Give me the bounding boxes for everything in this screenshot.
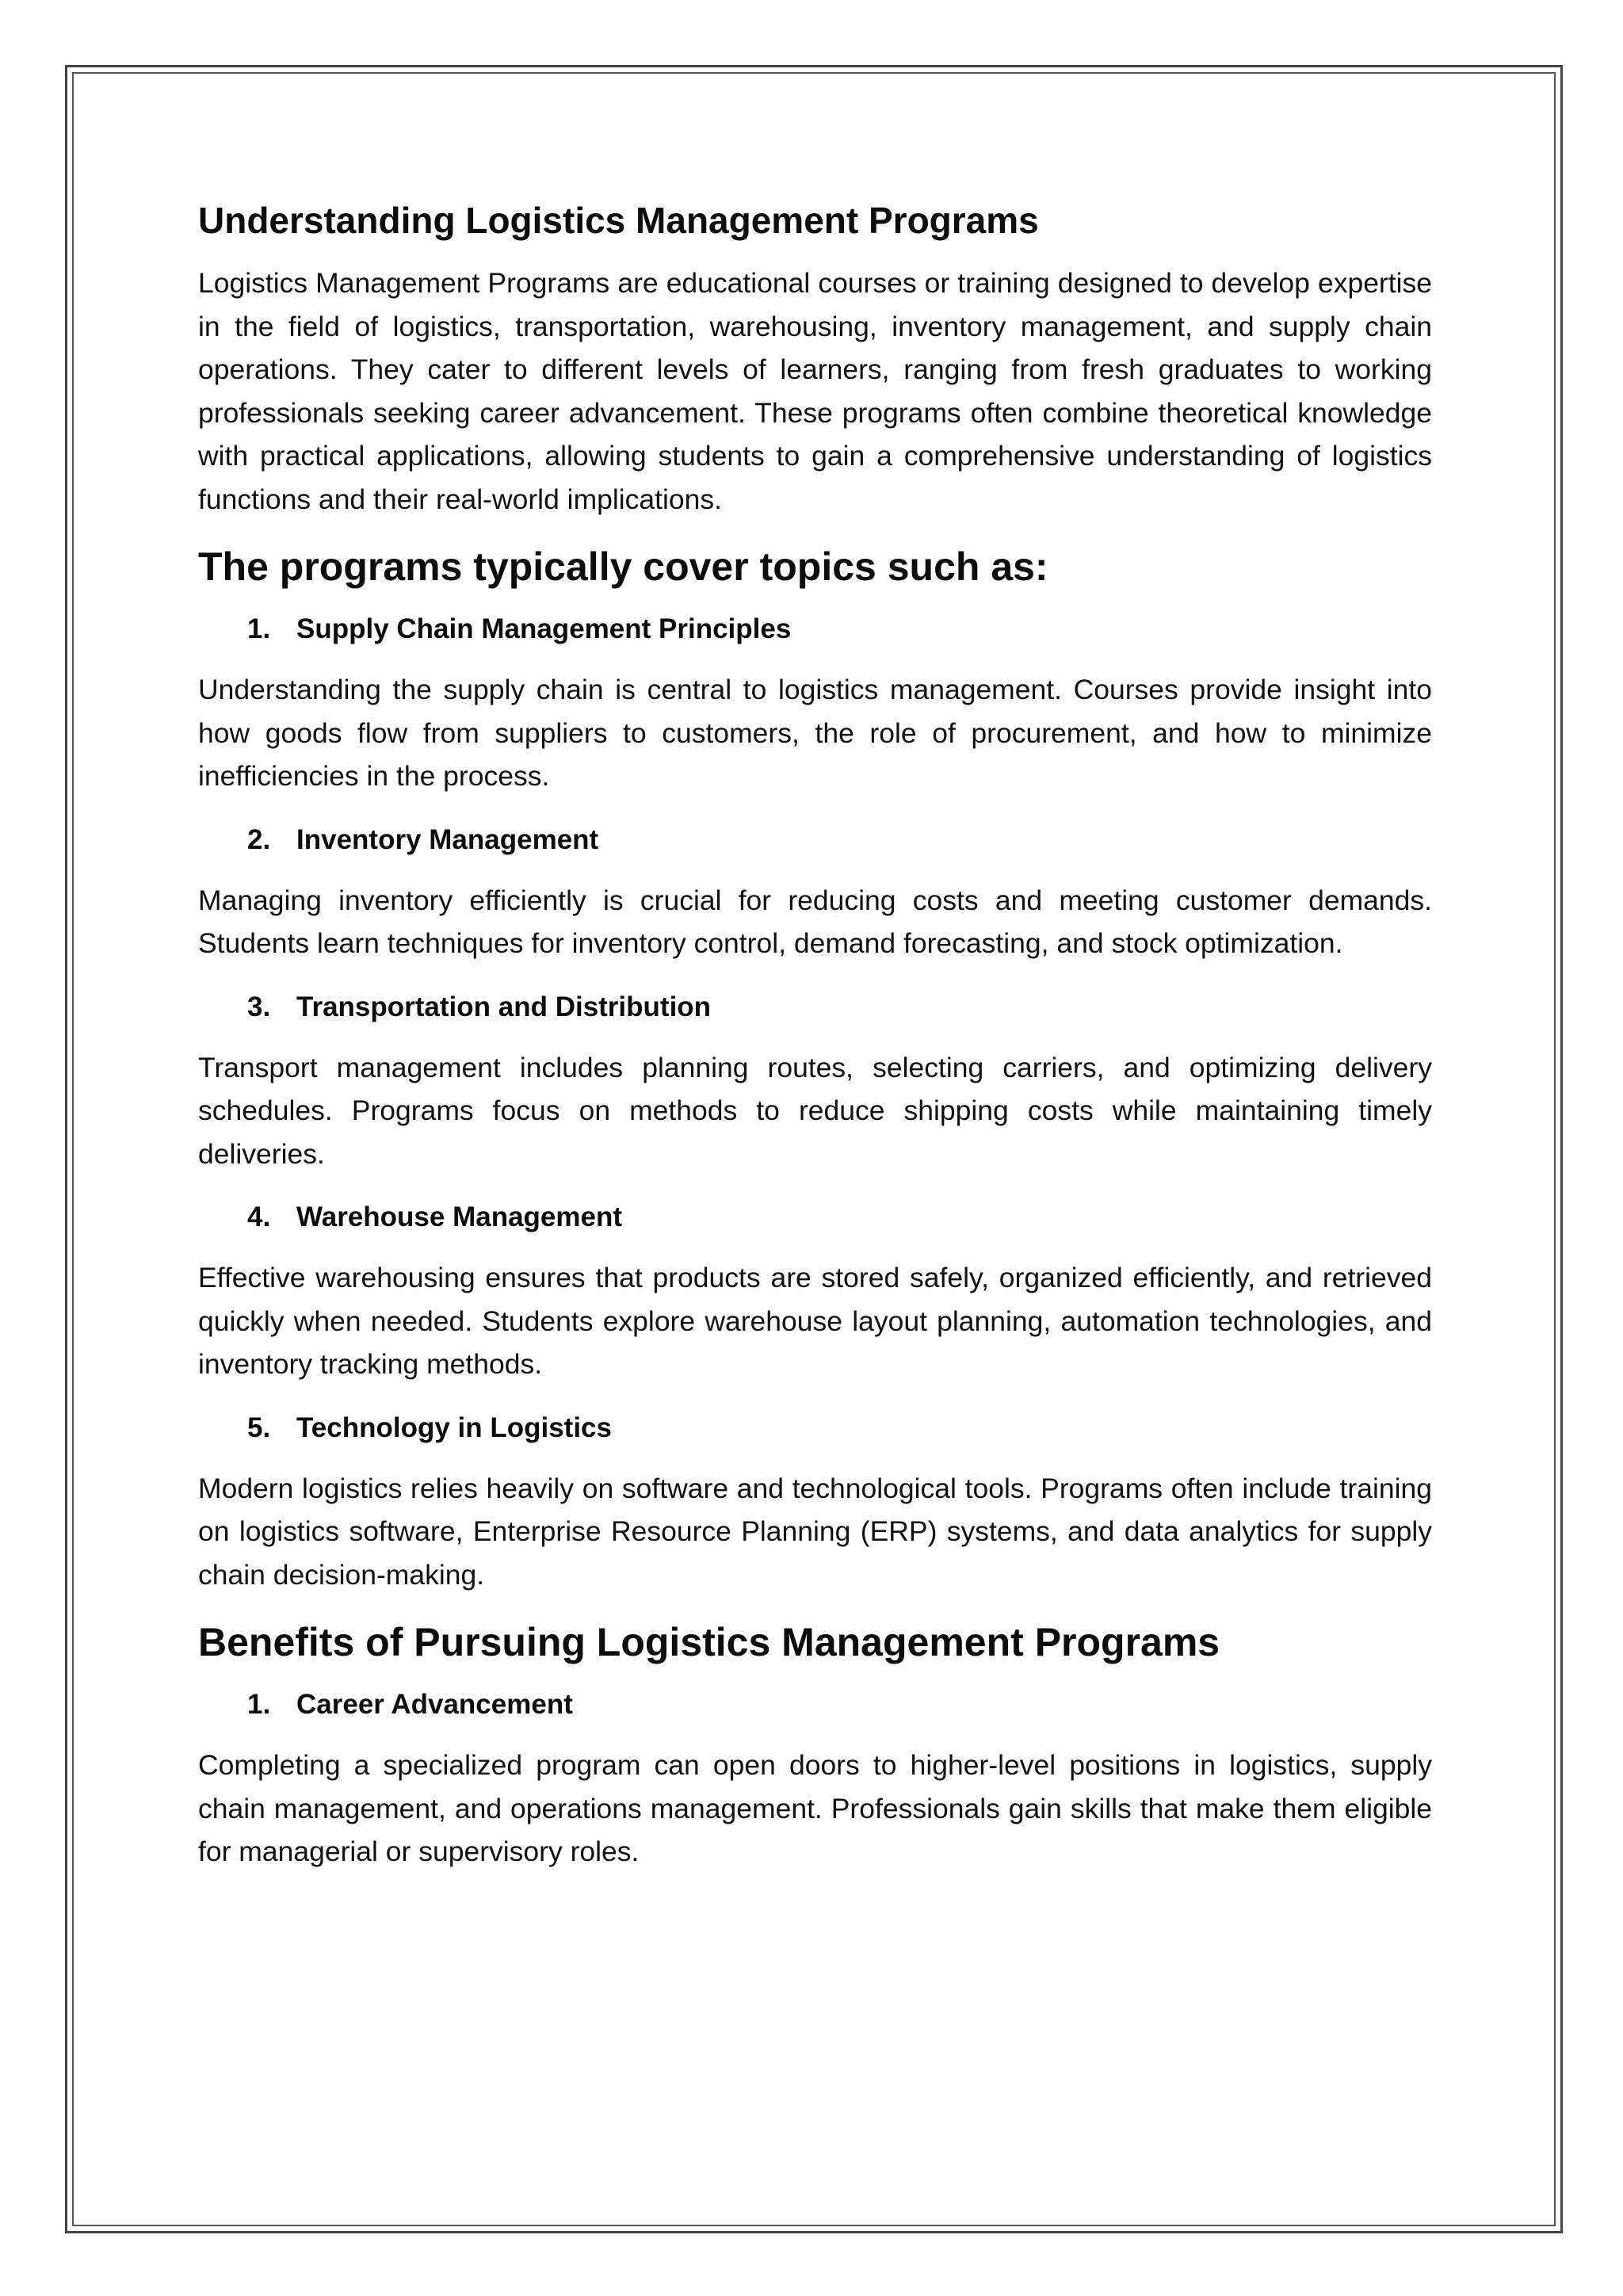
topics-list xyxy=(198,608,1432,1596)
topic-heading xyxy=(198,986,1432,1029)
intro-paragraph: Logistics Management Programs are educational courses or training designed to develop expertise in the field of logistics, transportation, warehousing, inventory management, and supply chain operations. They cater to different levels of learners, ranging from fresh graduates to working professionals seeking career advancement. These programs often combine theoretical knowledge with practical applications, allowing students to gain a comprehensive understanding of logistics functions and their real-world implications. xyxy=(198,267,1432,515)
topic-title: Technology in Logistics xyxy=(296,1412,612,1443)
topic-paragraph: Effective warehousing ensures that products are stored safely, organized efficiently, and retrieved quickly when needed. Students explore warehouse layout planning, automation technologies, and inventory tracking methods. xyxy=(198,1262,1432,1380)
topics-heading: The programs typically cover topics such as: xyxy=(198,544,1048,589)
benefit-heading xyxy=(198,1683,1432,1726)
benefit-paragraph: Completing a specialized program can open doors to higher-level positions in logistics, supply chain management, and operations management. Professionals gain skills that make them eligible for managerial or supervisory roles. xyxy=(198,1749,1432,1867)
topic-heading xyxy=(198,1407,1432,1450)
page-title: Understanding Logistics Management Programs xyxy=(198,200,1039,241)
benefit-title: Career Advancement xyxy=(296,1689,573,1720)
topic-title: Warehouse Management xyxy=(296,1201,623,1232)
topic-heading xyxy=(198,1196,1432,1239)
topic-paragraph: Transport management includes planning routes, selecting carriers, and optimizing delivery schedules. Programs focus on methods to reduce shipping costs while maintaining timely deliveries. xyxy=(198,1051,1432,1170)
benefit-number: 1. xyxy=(247,1689,271,1720)
list-item xyxy=(198,986,1432,1176)
list-item xyxy=(198,1196,1432,1386)
topic-heading xyxy=(198,819,1432,861)
topic-paragraph: Understanding the supply chain is central to logistics management. Courses provide insight into how goods flow from suppliers to customers, the role of procurement, and how to minimize inefficiencies in the process. xyxy=(198,674,1432,792)
topic-number: 1. xyxy=(247,613,271,644)
list-item xyxy=(198,819,1432,965)
list-item xyxy=(198,608,1432,798)
benefits-list xyxy=(198,1683,1432,1874)
topic-title: Supply Chain Management Principles xyxy=(296,613,792,644)
topic-title: Transportation and Distribution xyxy=(296,991,712,1022)
list-item xyxy=(198,1683,1432,1874)
benefits-heading: Benefits of Pursuing Logistics Management Programs xyxy=(198,1620,1220,1664)
topic-paragraph: Managing inventory efficiently is crucial for reducing costs and meeting customer demands. Students learn techniques for inventory control, demand forecasting, and stock optimization. xyxy=(198,884,1432,959)
topic-paragraph: Modern logistics relies heavily on software and technological tools. Programs often include training on logistics software, Enterprise Resource Planning (ERP) systems, and data analytics for supply chain decision-making. xyxy=(198,1472,1432,1591)
topic-number: 4. xyxy=(247,1201,271,1232)
document-body xyxy=(198,197,1432,1894)
list-item xyxy=(198,1407,1432,1597)
topic-number: 3. xyxy=(247,991,271,1022)
topic-number: 5. xyxy=(247,1412,271,1443)
topic-number: 2. xyxy=(247,823,271,855)
topic-heading xyxy=(198,608,1432,651)
topic-title: Inventory Management xyxy=(296,823,599,855)
